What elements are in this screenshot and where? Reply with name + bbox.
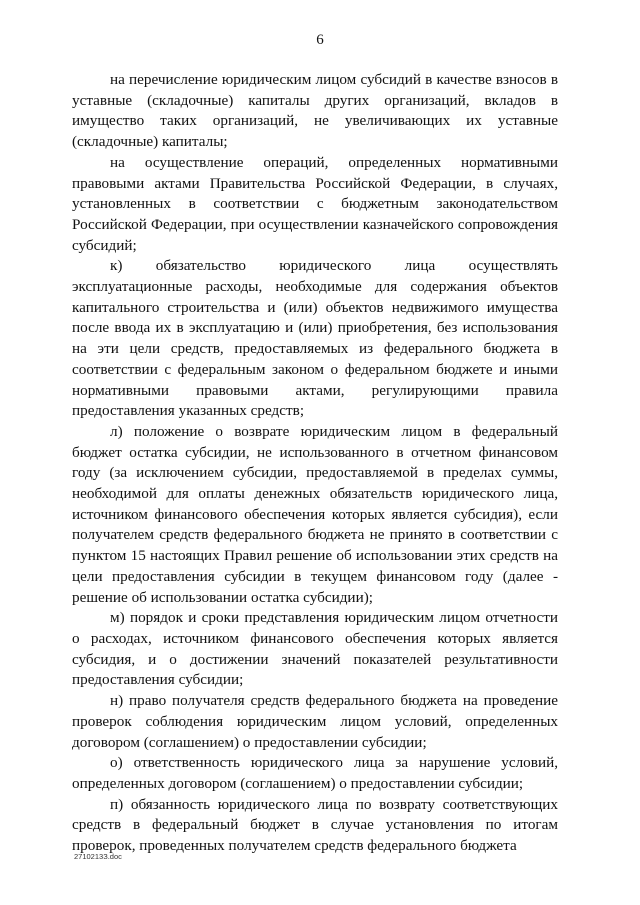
paragraph: о) ответственность юридического лица за нарушение условий, определенных договором (соглашением) о предоставлении субсидии; [72, 754, 558, 792]
paragraph: на перечисление юридическим лицом субсидий в качестве взносов в уставные (складочные) капиталы других организаций, вкладов в имущество таких организаций, не увеличивающих их уставные (складочные) капиталы; [72, 71, 558, 151]
paragraph: к) обязательство юридического лица осуществлять эксплуатационные расходы, необходимые для содержания объектов капитального строительства и (или) объектов недвижимого имущества после ввода их в эксплуатацию и (или) приобретения, без использования на эти цели средств, предоставляемых из федерального бюджета в соответствии с федеральным законом о федеральном бюджете и иными нормативными правовыми актами, регулирующими правила предоставления указанных средств; [72, 257, 558, 420]
document-body [72, 70, 558, 857]
paragraph: м) порядок и сроки представления юридическим лицом отчетности о расходах, источником финансового обеспечения которых является субсидия, и о достижении значений показателей результативности предоставления субсидии; [72, 609, 558, 689]
paragraph: п) обязанность юридического лица по возврату соответствующих средств в федеральный бюджет в случае установления по итогам проверок, проведенных получателем средств федерального бюджета [72, 795, 558, 855]
paragraph: н) право получателя средств федерального бюджета на проведение проверок соблюдения юридическим лицом условий, определенных договором (соглашением) о предоставлении субсидии; [72, 692, 558, 751]
page-number: 6 [316, 32, 324, 48]
footer-filename: 2710213З.doc [74, 852, 122, 861]
paragraph: л) положение о возврате юридическим лицом в федеральный бюджет остатка субсидии, не использованного в отчетном финансовом году (за исключением субсидии, предоставляемой в пределах суммы, необходимой для оплаты денежных обязательств юридического лица, источником финансового обеспечения которых является субсидия), если получателем средств федерального бюджета не принято в соответствии с пунктом 15 настоящих Правил решение об использовании этих средств на цели предоставления субсидии в текущем финансовом году (далее - решение об использовании остатка субсидии); [72, 422, 558, 606]
paragraph: на осуществление операций, определенных нормативными правовыми актами Правительства Российской Федерации, в случаях, установленных в соответствии с бюджетным законодательством Российской Федерации, при осуществлении казначейского сопровождения субсидий; [72, 153, 558, 254]
